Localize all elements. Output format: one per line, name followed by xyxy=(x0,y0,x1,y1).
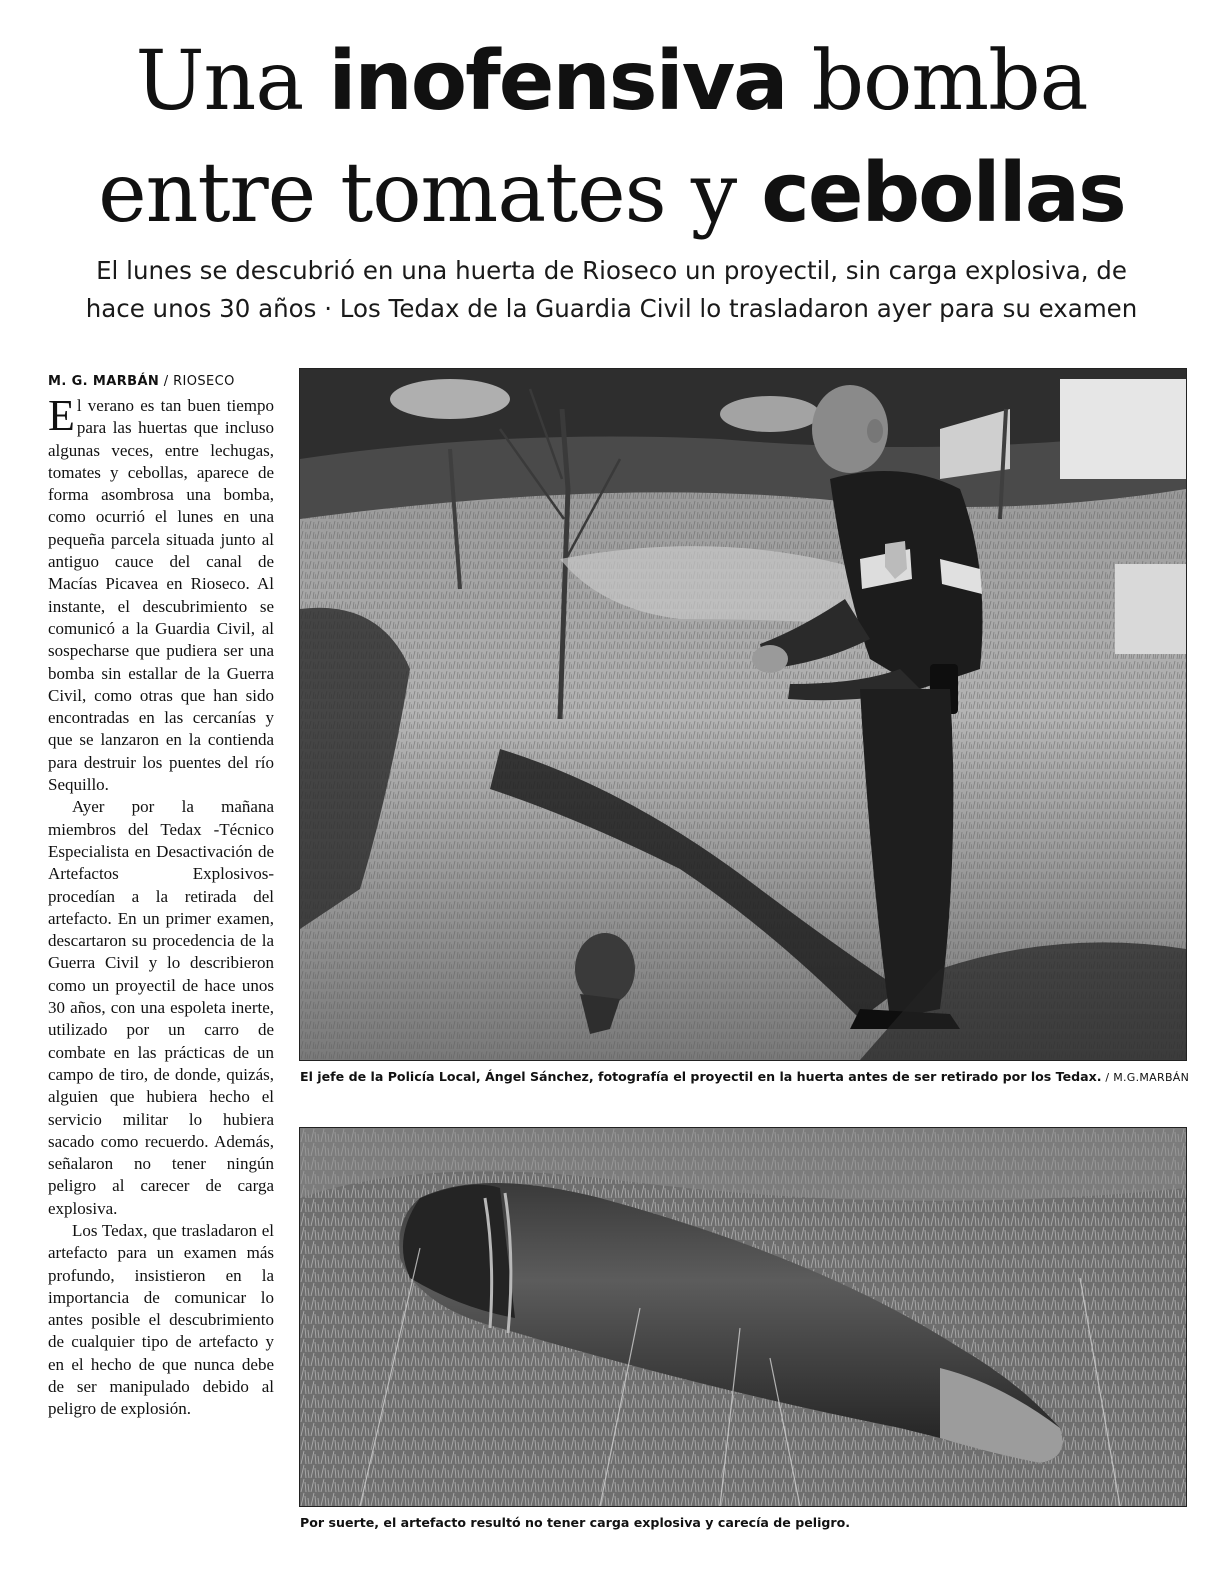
photo-projectile-closeup xyxy=(299,1127,1187,1507)
drop-cap: E xyxy=(48,391,75,440)
photo-1-illustration xyxy=(300,369,1186,1060)
byline-location: RIOSECO xyxy=(173,374,235,389)
photo-1-credit: M.G.MARBÁN xyxy=(1113,1071,1190,1084)
byline-author: M. G. MARBÁN xyxy=(48,374,160,389)
byline-separator: / xyxy=(159,374,174,389)
subheadline-line-2: hace unos 30 años · Los Tedax de la Guardia Civil lo trasladaron ayer para su examen xyxy=(85,294,1138,323)
photo-police-chief-with-projectile xyxy=(299,368,1187,1061)
article-body xyxy=(48,391,274,1421)
headline-line-2: entre tomates y cebollas xyxy=(98,146,1125,241)
subheadline xyxy=(40,252,1183,328)
headline xyxy=(40,26,1183,250)
photo-1-credit-separator: / xyxy=(1101,1071,1114,1084)
photo-2-illustration xyxy=(300,1128,1186,1506)
article-paragraph-3: Los Tedax, que trasladaron el artefacto para un examen más profundo, insistieron en la importancia de comunicar lo antes posible el descubrimiento de cualquier tipo de artefacto y en el hecho de que nunca debe de ser manipulado debido al peligro de explosión. xyxy=(48,1220,274,1419)
photo-1-caption-text: El jefe de la Policía Local, Ángel Sánchez, fotografía el proyectil en la huerta antes de ser retirado por los Tedax. xyxy=(300,1069,1102,1084)
headline-line-1: Una inofensiva bomba xyxy=(135,34,1088,129)
subheadline-line-1: El lunes se descubrió en una huerta de Rioseco un proyectil, sin carga explosiva, de xyxy=(96,256,1127,285)
photo-2-caption-text: Por suerte, el artefacto resultó no tener carga explosiva y carecía de peligro. xyxy=(300,1515,851,1530)
article-paragraph-2: Ayer por la mañana miembros del Tedax -Técnico Especialista en Desactivación de Artefactos Explosivos- procedían a la retirada del artefacto. En un primer examen, descartaron su procedencia de la Guerra Civil y lo describieron como un proyectil de hace unos 30 años, con una espoleta inerte, utilizado por un carro de combate en las prácticas de un campo de tiro, de donde, quizás, alguien que hubiera hecho el servicio militar lo hubiera sacado como recuerdo. Además, señalaron no tener ningún peligro al carecer de carga explosiva. xyxy=(48,797,274,1218)
photo-2-caption xyxy=(300,1515,850,1530)
byline xyxy=(48,374,235,389)
photo-1-caption xyxy=(300,1069,1189,1084)
article-paragraph-1: El verano es tan buen tiempo para las huertas que incluso algunas veces, entre lechugas, tomates y cebollas, aparece de forma asombrosa una bomba, como ocurrió el lunes en una pequeña parcela situada junto al antiguo cauce del canal de Macías Picavea en Rioseco. Al instante, el descubrimiento se comunicó a la Guardia Civil, al sospecharse que pudiera ser una bomba sin estallar de la Guerra Civil, como otras que han sido encontradas en las cercanías y que se lanzaron en la contienda para destruir los puentes del río Sequillo. xyxy=(48,391,274,795)
